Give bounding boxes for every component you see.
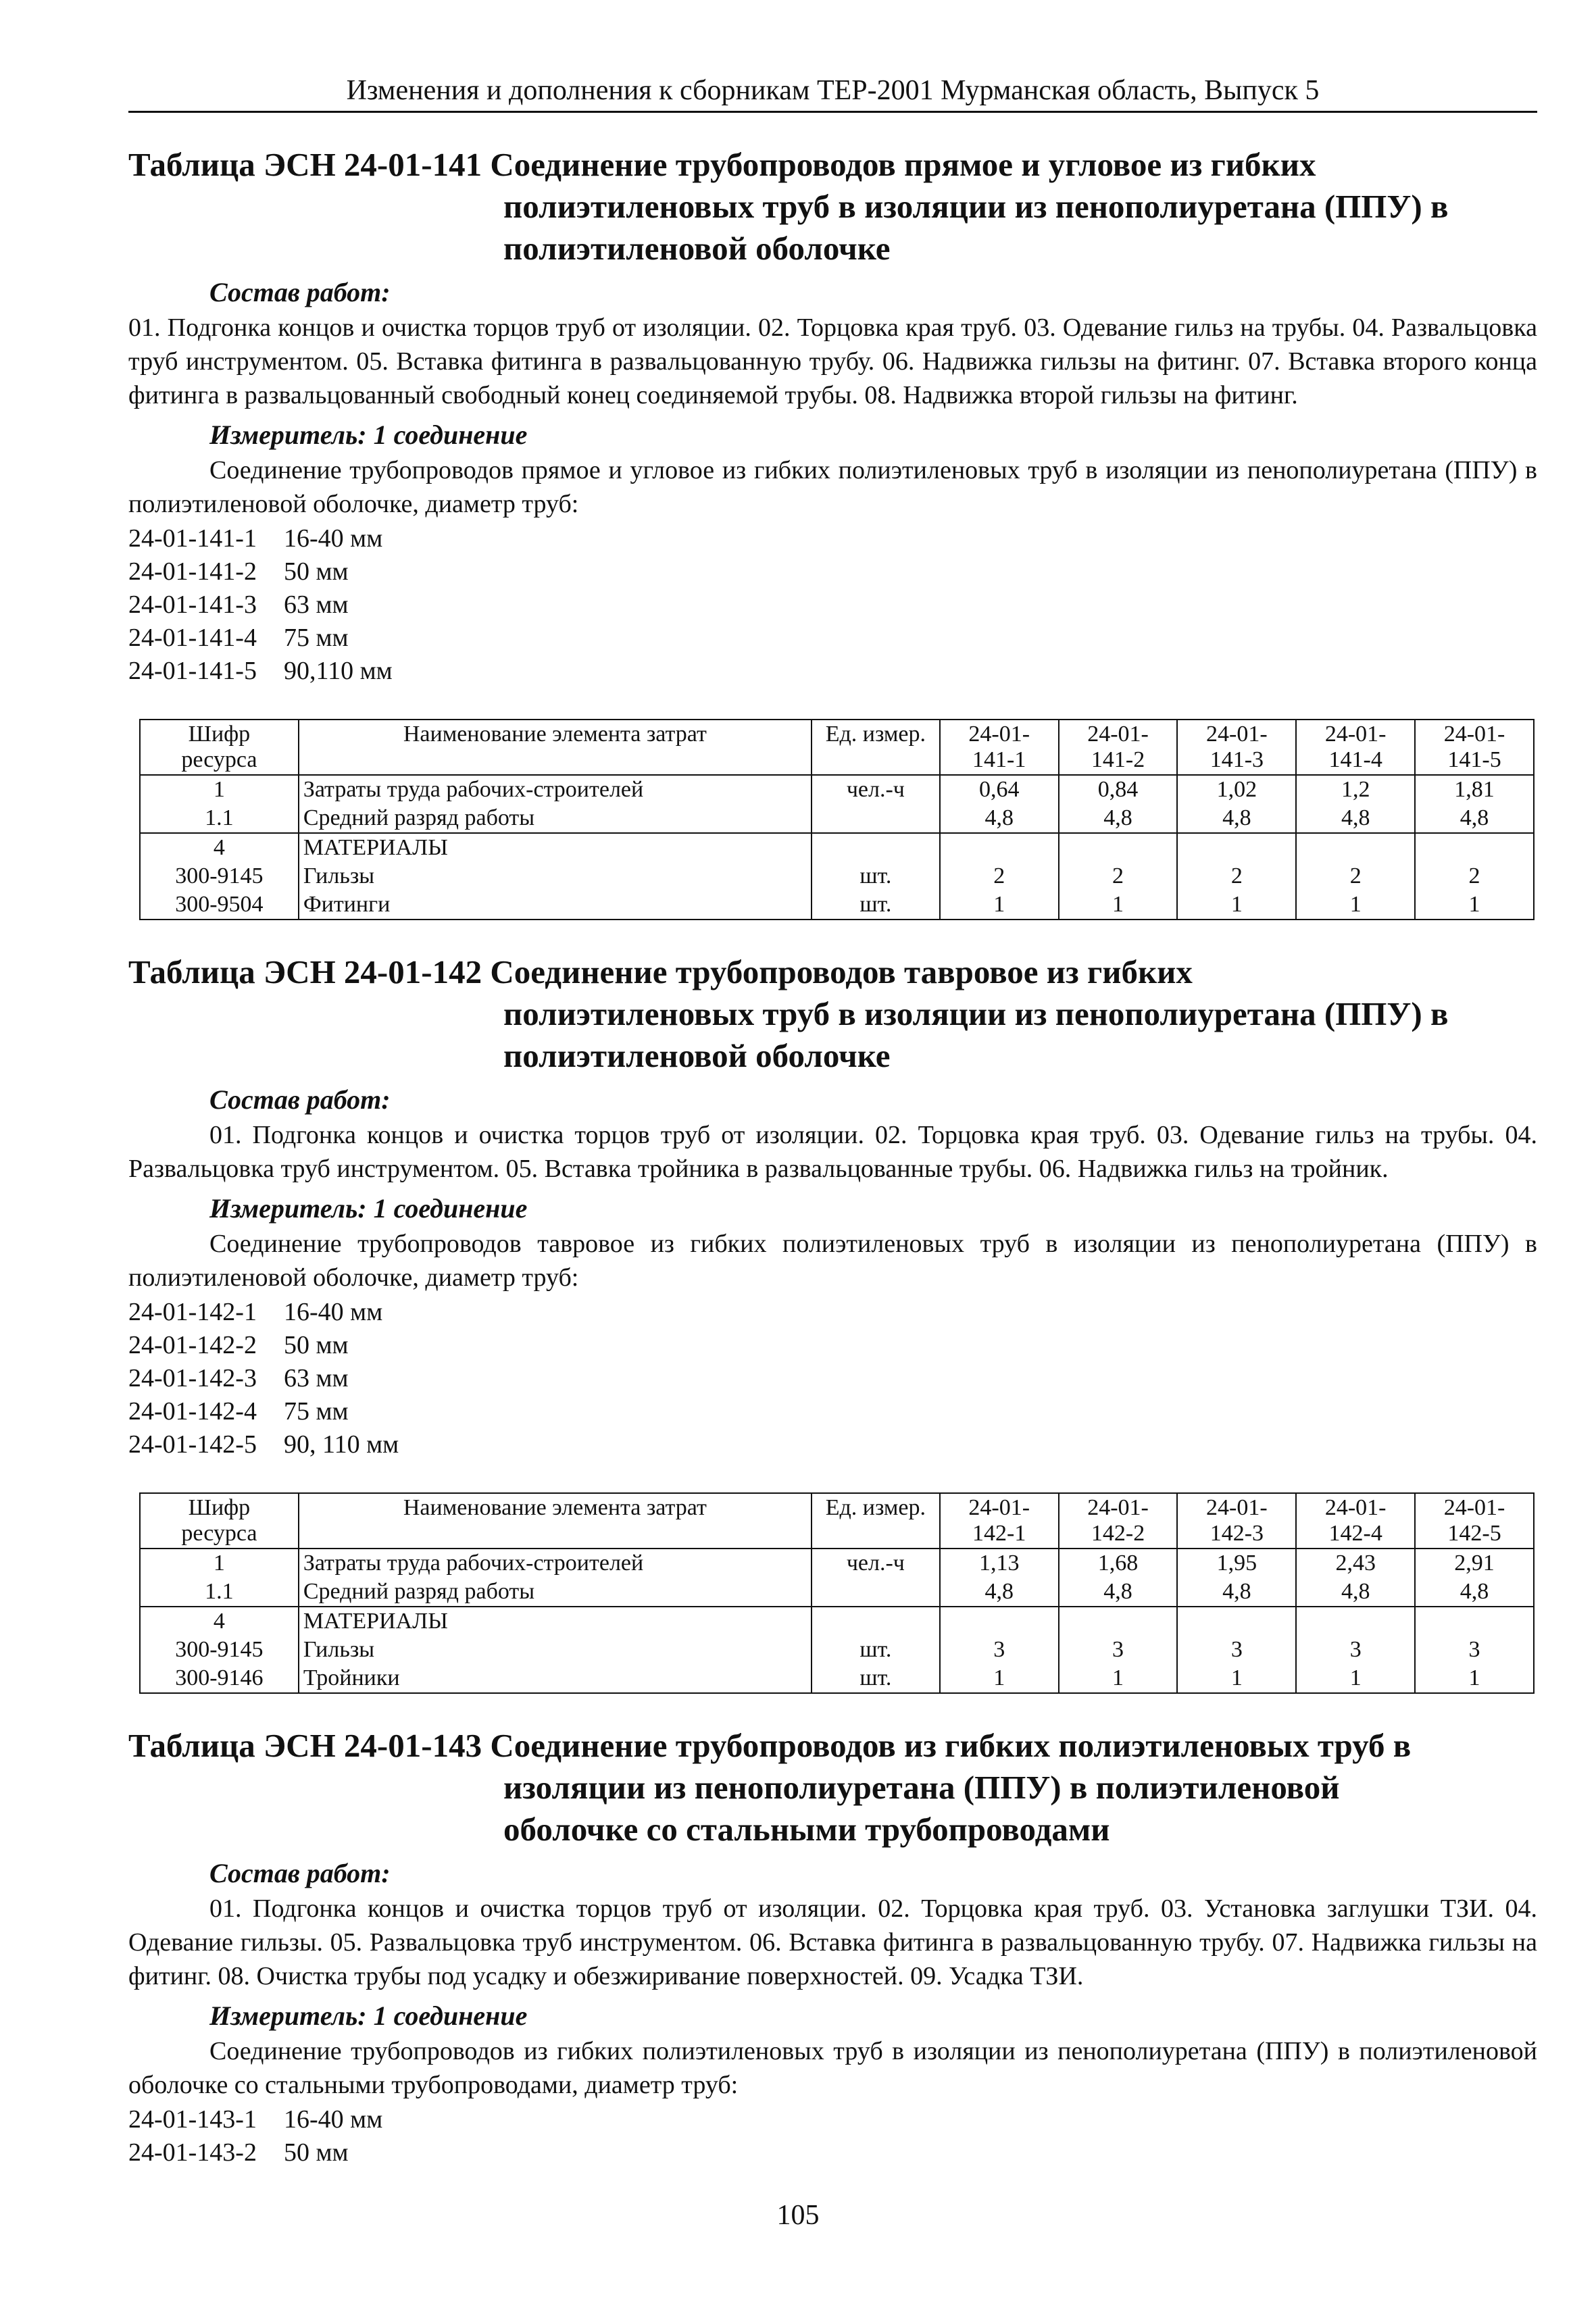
section-24-01-141: [128, 144, 1537, 920]
document-page: [128, 74, 1537, 2169]
table-row: 300-9504 Фитинги шт. 1 1 1 1 1: [140, 890, 1534, 920]
header-unit: Ед. измер.: [812, 1493, 940, 1549]
measure-label: Измеритель: 1 соединение: [209, 1193, 528, 1224]
resource-table: [139, 719, 1535, 920]
section-24-01-142: [128, 951, 1537, 1694]
works-text: 01. Подгонка концов и очистка торцов труб от изоляции. 02. Торцовка края труб. 03. Одевание гильз на трубы. 04. Развальцовка труб инструментом. 05. Вставка фитинга в развальцованную трубу. 06. Надвижка гильзы на фитинг. 07. Вставка второго конца фитинга в развальцованный свободный конец соединяемой трубы. 08. Надвижка второй гильзы на фитинг.: [128, 313, 1537, 409]
title-line: Таблица ЭСН 24-01-142 Соединение трубопроводов тавровое из гибких: [128, 953, 1193, 990]
header-col: 24-01- 142-3: [1177, 1493, 1296, 1549]
description: Соединение трубопроводов прямое и угловое из гибких полиэтиленовых труб в изоляции из пенополиуретана (ППУ) в полиэтиленовой оболочке, диаметр труб:: [128, 456, 1537, 518]
table-header-row: [140, 720, 1534, 775]
header-col: 24-01- 141-2: [1059, 720, 1178, 775]
code-item: 24-01-142-2 50 мм: [128, 1331, 349, 1359]
code-list: [128, 2103, 1537, 2169]
table-row: 1.1 Средний разряд работы 4,8 4,8 4,8 4,8 4,8: [140, 1578, 1534, 1607]
table-row: 1 Затраты труда рабочих-строителей чел.-ч 1,13 1,68 1,95 2,43 2,91: [140, 1549, 1534, 1578]
header-col: 24-01- 141-5: [1415, 720, 1534, 775]
works-text: 01. Подгонка концов и очистка торцов труб от изоляции. 02. Торцовка края труб. 03. Одевание гильз на трубы. 04. Развальцовка труб инструментом. 05. Вставка тройника в развальцованные трубы. 06. Надвижка гильз на тройник.: [128, 1121, 1537, 1183]
header-col: 24-01- 142-1: [940, 1493, 1059, 1549]
header-col: 24-01- 141-1: [940, 720, 1059, 775]
running-header: Изменения и дополнения к сборникам ТЕР-2001 Мурманская область, Выпуск 5: [128, 74, 1537, 113]
code-item: 24-01-141-3 63 мм: [128, 590, 349, 619]
works-label: Состав работ:: [209, 277, 391, 307]
code-item: 24-01-142-5 90, 110 мм: [128, 1430, 399, 1459]
header-code: Шифр ресурса: [140, 1493, 299, 1549]
title-line: изоляции из пенополиуретана (ППУ) в полиэтиленовой: [503, 1769, 1340, 1806]
table-row: 1.1 Средний разряд работы 4,8 4,8 4,8 4,8 4,8: [140, 804, 1534, 833]
page-number: 105: [776, 2200, 820, 2231]
table-row: 300-9145 Гильзы шт. 2 2 2 2 2: [140, 862, 1534, 890]
header-col: 24-01- 142-5: [1415, 1493, 1534, 1549]
code-item: 24-01-143-2 50 мм: [128, 2138, 349, 2167]
section-title: [128, 1725, 1537, 1851]
title-line: полиэтиленовых труб в изоляции из пенополиуретана (ППУ) в: [503, 188, 1449, 225]
title-line: оболочке со стальными трубопроводами: [503, 1811, 1110, 1848]
table-row: 1 Затраты труда рабочих-строителей чел.-ч 0,64 0,84 1,02 1,2 1,81: [140, 775, 1534, 804]
works-label: Состав работ:: [209, 1858, 391, 1888]
measure-label: Измеритель: 1 соединение: [209, 420, 528, 450]
table-header-row: [140, 1493, 1534, 1549]
title-line: полиэтиленовой оболочке: [503, 1037, 891, 1074]
section-title: [128, 951, 1537, 1077]
code-item: 24-01-141-5 90,110 мм: [128, 657, 393, 685]
code-item: 24-01-141-2 50 мм: [128, 557, 349, 586]
header-col: 24-01- 141-3: [1177, 720, 1296, 775]
works-text: 01. Подгонка концов и очистка торцов труб от изоляции. 02. Торцовка края труб. 03. Установка заглушки ТЗИ. 04. Одевание гильзы. 05. Развальцовка труб инструментом. 06. Вставка фитинга в развальцованную трубу. 07. Надвижка гильзы на фитинг. 08. Очистка трубы под усадку и обезжиривание поверхностей. 09. Усадка ТЗИ.: [128, 1894, 1537, 1990]
header-unit: Ед. измер.: [812, 720, 940, 775]
header-name: Наименование элемента затрат: [299, 720, 812, 775]
code-item: 24-01-141-1 16-40 мм: [128, 524, 383, 553]
table-row: 300-9146 Тройники шт. 1 1 1 1 1: [140, 1664, 1534, 1693]
title-line: Таблица ЭСН 24-01-143 Соединение трубопроводов из гибких полиэтиленовых труб в: [128, 1727, 1412, 1764]
code-item: 24-01-142-1 16-40 мм: [128, 1298, 383, 1326]
code-item: 24-01-142-4 75 мм: [128, 1397, 349, 1426]
header-code: Шифр ресурса: [140, 720, 299, 775]
header-col: 24-01- 142-2: [1059, 1493, 1178, 1549]
table-row: 4 МАТЕРИАЛЫ: [140, 833, 1534, 862]
code-item: 24-01-143-1 16-40 мм: [128, 2105, 383, 2134]
code-item: 24-01-142-3 63 мм: [128, 1364, 349, 1392]
header-col: 24-01- 141-4: [1296, 720, 1415, 775]
resource-table: [139, 1492, 1535, 1694]
header-name: Наименование элемента затрат: [299, 1493, 812, 1549]
title-line: полиэтиленовых труб в изоляции из пенополиуретана (ППУ) в: [503, 995, 1449, 1032]
title-line: полиэтиленовой оболочке: [503, 230, 891, 267]
table-row: 300-9145 Гильзы шт. 3 3 3 3 3: [140, 1636, 1534, 1664]
table-row: 4 МАТЕРИАЛЫ: [140, 1607, 1534, 1636]
description: Соединение трубопроводов тавровое из гибких полиэтиленовых труб в изоляции из пенополиуретана (ППУ) в полиэтиленовой оболочке, диаметр труб:: [128, 1230, 1537, 1292]
title-line: Таблица ЭСН 24-01-141 Соединение трубопроводов прямое и угловое из гибких: [128, 146, 1316, 183]
measure-label: Измеритель: 1 соединение: [209, 2001, 528, 2031]
description: Соединение трубопроводов из гибких полиэтиленовых труб в изоляции из пенополиуретана (ППУ) в полиэтиленовой оболочке со стальными трубопроводами, диаметр труб:: [128, 2037, 1537, 2099]
section-24-01-143: [128, 1725, 1537, 2169]
code-list: [128, 1296, 1537, 1461]
section-title: [128, 144, 1537, 270]
header-col: 24-01- 142-4: [1296, 1493, 1415, 1549]
code-item: 24-01-141-4 75 мм: [128, 624, 349, 652]
code-list: [128, 522, 1537, 688]
works-label: Состав работ:: [209, 1084, 391, 1115]
